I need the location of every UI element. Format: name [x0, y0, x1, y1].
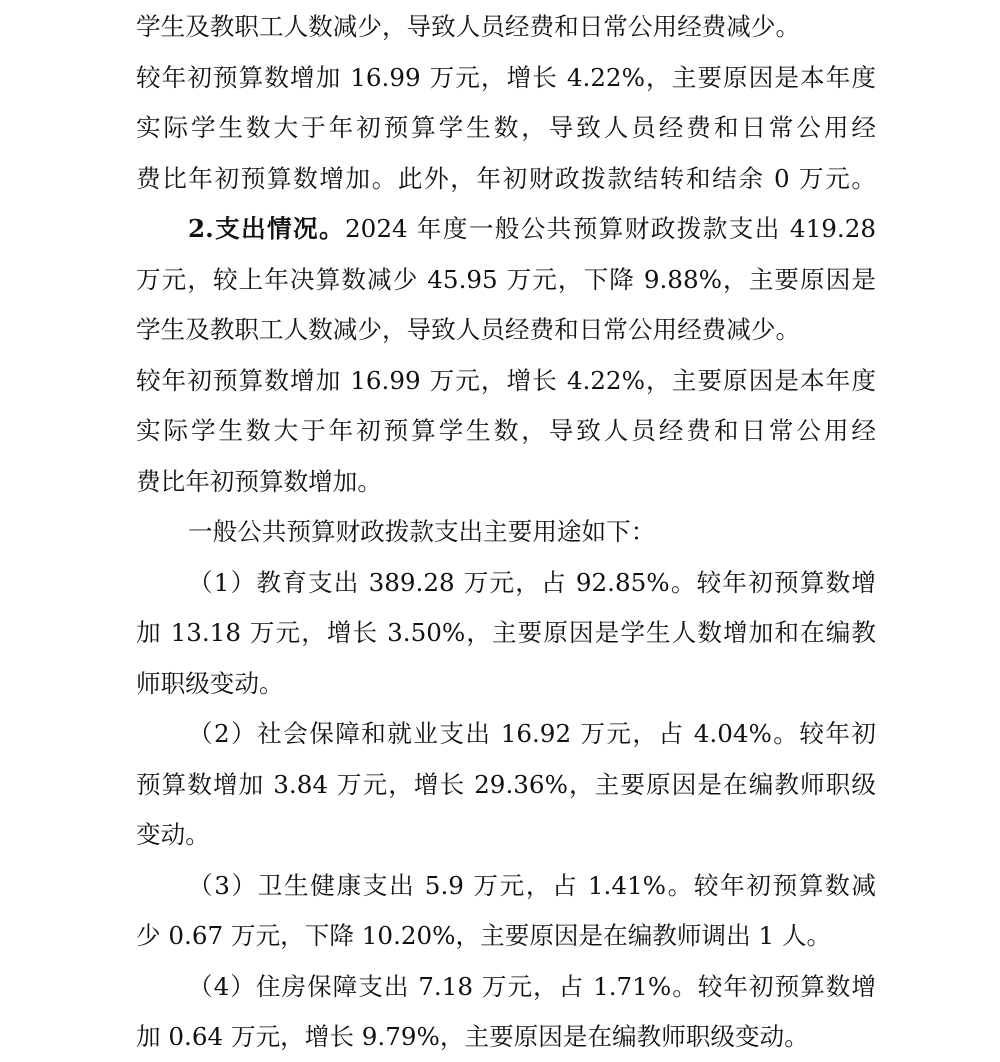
text-line — [136, 507, 876, 557]
line-text: 加 13.18 万元，增长 3.50%，主要原因是学生人数增加和在编教 — [136, 618, 876, 647]
line-text: （3）卫生健康支出 5.9 万元，占 1.41%。较年初预算数减 — [188, 870, 876, 900]
text-line — [136, 659, 876, 709]
text-line — [136, 760, 876, 810]
line-text: 较年初预算数增加 16.99 万元，增长 4.22%，主要原因是本年度 — [136, 62, 876, 92]
text-line — [136, 154, 876, 204]
text-line — [136, 255, 876, 305]
line-text: （2）社会保障和就业支出 16.92 万元，占 4.04%。较年初 — [188, 719, 876, 748]
text-line — [136, 911, 876, 961]
line-text: 费比年初预算数增加。此外，年初财政拨款结转和结余 0 万元。 — [136, 163, 876, 193]
text-line — [136, 356, 876, 406]
text-line — [136, 204, 876, 254]
text-line — [136, 558, 876, 608]
text-line — [136, 2, 876, 52]
line-text: 预算数增加 3.84 万元，增长 29.36%，主要原因是在编教师职级 — [136, 769, 876, 799]
line-text: 万元，较上年决算数减少 45.95 万元，下降 9.88%，主要原因是 — [136, 264, 876, 294]
text-line — [136, 53, 876, 103]
text-line — [136, 457, 876, 507]
line-text: 学生及教职工人数减少，导致人员经费和日常公用经费减少。 — [136, 12, 801, 41]
text-line — [136, 103, 876, 153]
line-text: 2024 年度一般公共预算财政拨款支出 419.28 — [345, 214, 876, 243]
line-text: 较年初预算数增加 16.99 万元，增长 4.22%，主要原因是本年度 — [136, 365, 876, 395]
text-line — [136, 1012, 876, 1062]
line-text: 实际学生数大于年初预算学生数，导致人员经费和日常公用经 — [136, 113, 876, 142]
line-text: （1）教育支出 389.28 万元，占 92.85%。较年初预算数增 — [188, 567, 876, 597]
text-line — [136, 406, 876, 456]
line-text: 实际学生数大于年初预算学生数，导致人员经费和日常公用经 — [136, 416, 876, 445]
line-text: 变动。 — [136, 820, 210, 849]
text-line — [136, 962, 876, 1012]
line-text: 少 0.67 万元，下降 10.20%，主要原因是在编教师调出 1 人。 — [136, 921, 832, 950]
text-line — [136, 608, 876, 658]
text-line — [136, 810, 876, 860]
text-line — [136, 861, 876, 911]
line-text: 一般公共预算财政拨款支出主要用途如下： — [188, 517, 656, 546]
text-line — [136, 305, 876, 355]
line-text: 加 0.64 万元，增长 9.79%，主要原因是在编教师职级变动。 — [136, 1022, 809, 1051]
line-text: （4）住房保障支出 7.18 万元，占 1.71%。较年初预算数增 — [188, 971, 876, 1001]
line-text: 师职级变动。 — [136, 668, 284, 698]
line-text: 费比年初预算数增加。 — [136, 466, 382, 496]
section-heading: 2.支出情况。 — [188, 214, 346, 243]
text-line — [136, 709, 876, 759]
line-text: 学生及教职工人数减少，导致人员经费和日常公用经费减少。 — [136, 315, 801, 344]
